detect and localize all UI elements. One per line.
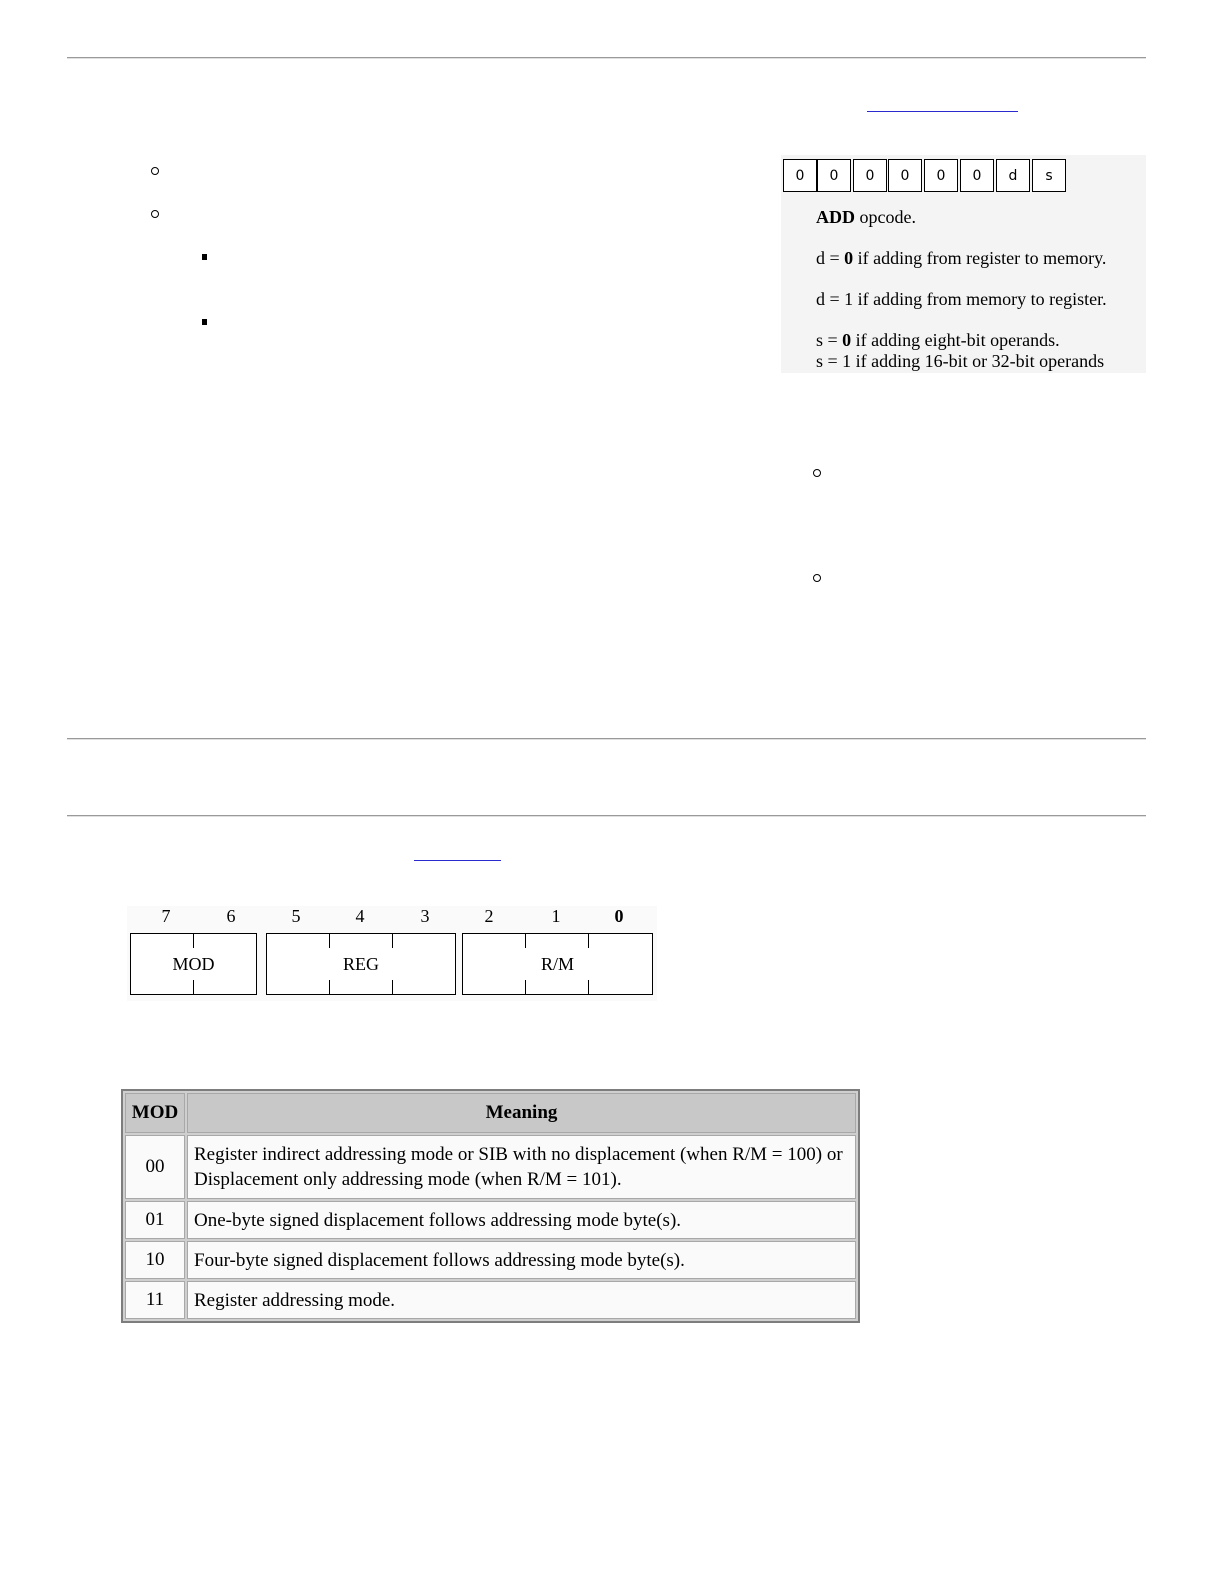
middle-divider bbox=[67, 738, 1146, 740]
opcode-caption bbox=[816, 207, 916, 228]
d0-description bbox=[816, 248, 1106, 269]
list-bullet-square bbox=[202, 319, 207, 325]
s0-text: if adding eight-bit operands. bbox=[851, 330, 1060, 350]
rm-field-label: R/M bbox=[540, 954, 574, 974]
opcode-caption-rest: opcode. bbox=[855, 207, 916, 227]
add-opcode-figure bbox=[781, 155, 1146, 373]
rm-field bbox=[462, 933, 653, 995]
bit-tick bbox=[193, 934, 194, 948]
opcode-bit: 0 bbox=[853, 159, 887, 192]
mod-field bbox=[130, 933, 257, 995]
table-row bbox=[125, 1201, 856, 1239]
bit-tick bbox=[193, 980, 194, 994]
bit-number: 5 bbox=[291, 906, 301, 926]
list-bullet-circle bbox=[813, 574, 821, 582]
modrm-byte-figure bbox=[127, 906, 657, 1001]
bit-tick bbox=[392, 934, 393, 948]
bit-tick bbox=[525, 934, 526, 948]
mod-meaning-table bbox=[121, 1089, 860, 1323]
list-bullet-circle bbox=[813, 469, 821, 477]
mod-meaning: Four-byte signed displacement follows addressing mode byte(s). bbox=[187, 1241, 856, 1279]
mod-value: 11 bbox=[125, 1281, 185, 1319]
s1-description: s = 1 if adding 16-bit or 32-bit operands bbox=[816, 351, 1105, 371]
opcode-bit-s: s bbox=[1032, 159, 1066, 192]
bit-tick bbox=[329, 934, 330, 948]
bit-number: 0 bbox=[614, 906, 624, 926]
bit-number: 7 bbox=[161, 906, 171, 926]
opcode-bit-d: d bbox=[996, 159, 1030, 192]
mod-field-label: MOD bbox=[172, 954, 215, 974]
mod-meaning: Register indirect addressing mode or SIB with no displacement (when R/M = 100) or Displacement only addressing mode (when R/M = 101). bbox=[187, 1135, 856, 1199]
opcode-bit: 0 bbox=[960, 159, 994, 192]
mod-meaning: Register addressing mode. bbox=[187, 1281, 856, 1319]
opcode-bit: 0 bbox=[783, 159, 817, 192]
bit-tick bbox=[588, 980, 589, 994]
list-bullet-square bbox=[202, 254, 207, 260]
bit-number: 1 bbox=[551, 906, 561, 926]
table-header-row bbox=[125, 1093, 856, 1133]
reg-field-label: REG bbox=[343, 954, 379, 974]
d1-description: d = 1 if adding from memory to register. bbox=[816, 289, 1107, 309]
meaning-column-header: Meaning bbox=[187, 1093, 856, 1133]
top-divider bbox=[67, 57, 1146, 59]
d0-value: 0 bbox=[844, 248, 854, 268]
s0-prefix: s = bbox=[816, 330, 843, 350]
bit-tick bbox=[525, 980, 526, 994]
reg-field bbox=[266, 933, 456, 995]
bit-tick bbox=[329, 980, 330, 994]
mod-value: 00 bbox=[125, 1135, 185, 1199]
lower-divider bbox=[67, 815, 1146, 817]
mod-column-header: MOD bbox=[125, 1093, 185, 1133]
list-bullet-circle bbox=[151, 210, 159, 218]
list-bullet-circle bbox=[151, 167, 159, 175]
mod-meaning: One-byte signed displacement follows addressing mode byte(s). bbox=[187, 1201, 856, 1239]
d0-prefix: d = bbox=[816, 248, 845, 268]
table-row bbox=[125, 1241, 856, 1279]
opcode-bit: 0 bbox=[817, 159, 851, 192]
mod-value: 01 bbox=[125, 1201, 185, 1239]
link-underline[interactable] bbox=[414, 860, 501, 861]
mod-value: 10 bbox=[125, 1241, 185, 1279]
bit-number: 3 bbox=[420, 906, 430, 926]
opcode-bit: 0 bbox=[888, 159, 922, 192]
s0-value: 0 bbox=[842, 330, 852, 350]
bit-tick bbox=[392, 980, 393, 994]
bit-number: 4 bbox=[355, 906, 365, 926]
table-row bbox=[125, 1281, 856, 1319]
opcode-caption-bold: ADD bbox=[816, 207, 855, 227]
bit-number: 6 bbox=[226, 906, 236, 926]
opcode-bit: 0 bbox=[924, 159, 958, 192]
bit-tick bbox=[588, 934, 589, 948]
table-row bbox=[125, 1135, 856, 1199]
d0-text: if adding from register to memory. bbox=[853, 248, 1107, 268]
link-underline[interactable] bbox=[867, 111, 1018, 112]
bit-number: 2 bbox=[484, 906, 494, 926]
s0-description bbox=[816, 330, 1060, 351]
